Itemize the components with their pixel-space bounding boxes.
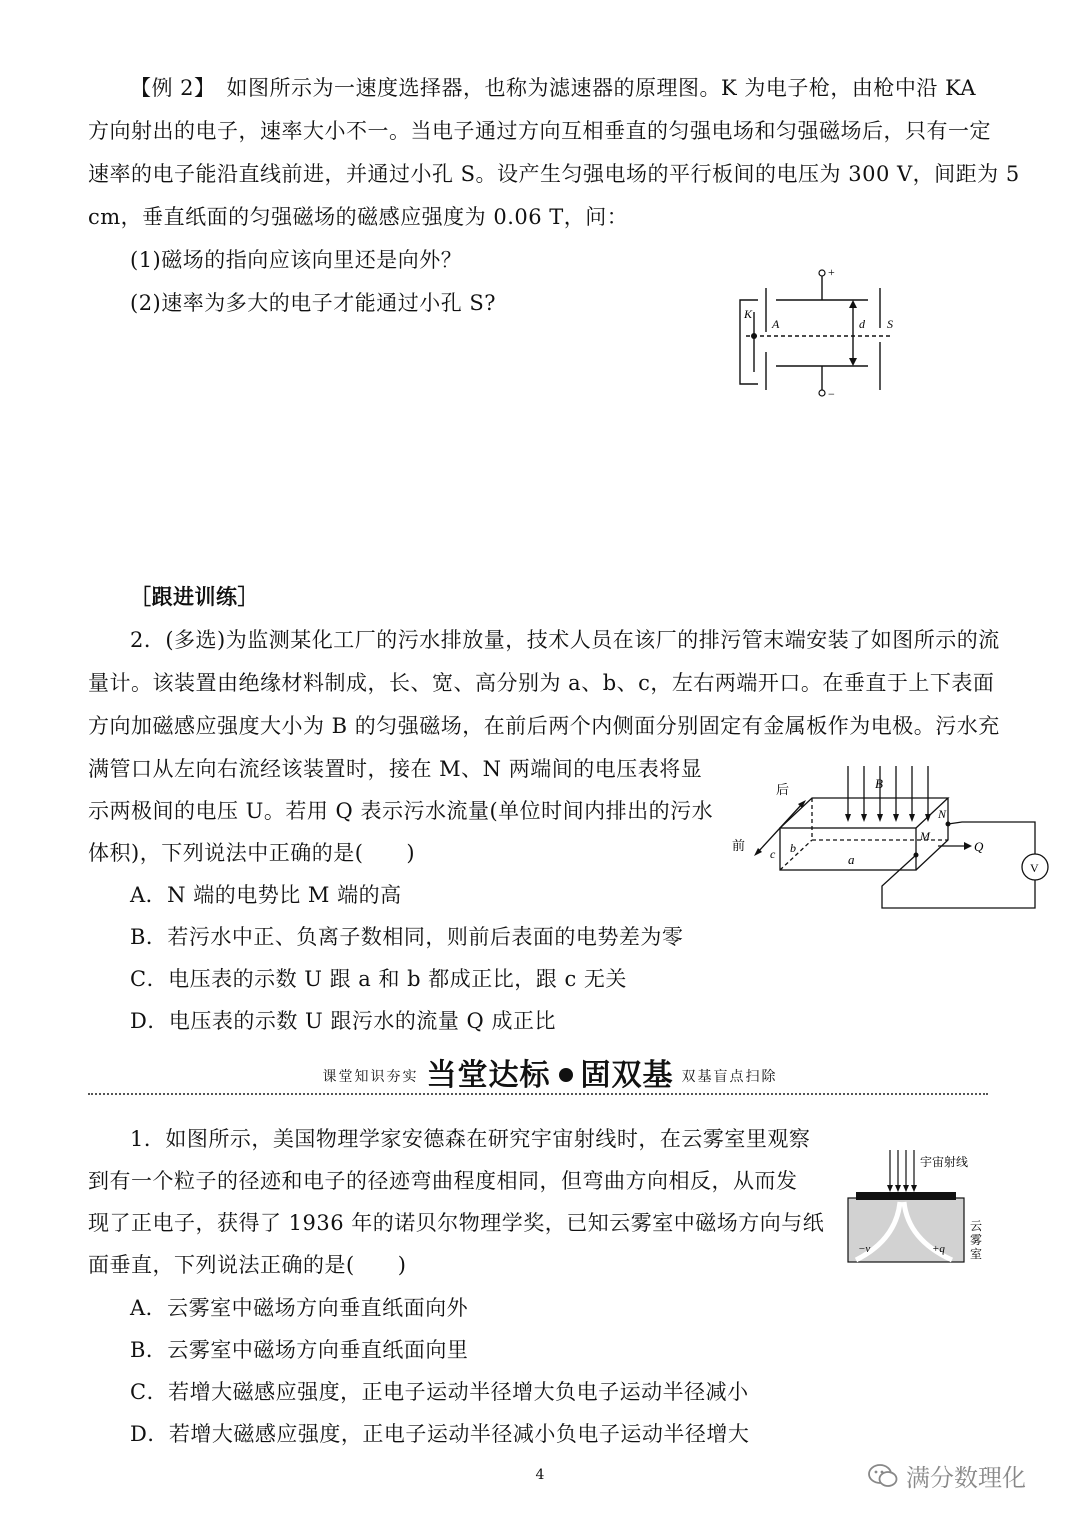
k-label: K: [744, 307, 753, 321]
section-main-label-2: 固双基: [580, 1058, 674, 1093]
d-label: d: [859, 317, 865, 331]
front-label: 前: [732, 838, 746, 853]
q1-option-a: A．云雾室中磁场方向垂直纸面向外: [130, 1296, 469, 1320]
followup-heading: ［跟进训练］: [130, 584, 259, 609]
a-dimension-label: a: [848, 852, 855, 867]
followup-line-6: 体积)，下列说法中正确的是( ): [88, 841, 416, 865]
q1-option-b: B．云雾室中磁场方向垂直纸面向里: [130, 1338, 469, 1362]
example2-line-1: 【例 2】 如图所示为一速度选择器，也称为滤速器的原理图。K 为电子枪，由枪中沿 KA: [130, 76, 977, 100]
q1-line-1: 1．如图所示，美国物理学家安德森在研究宇宙射线时，在云雾室里观察: [130, 1127, 811, 1151]
example2-line-2: 方向射出的电子，速率大小不一。当电子通过方向互相垂直的匀强电场和匀强磁场后，只有一定: [88, 119, 991, 143]
s-label: S: [887, 317, 893, 331]
flowmeter-figure: [730, 760, 1050, 915]
negative-particle-label: −v: [858, 1243, 871, 1255]
example2-line-3: 速率的电子能沿直线前进，并通过小孔 S。设产生匀强电场的平行板间的电压为 300 V，间距为 5: [88, 162, 1020, 186]
section-divider: [88, 1093, 988, 1095]
q-label: Q: [974, 839, 984, 854]
followup-line-2: 量计。该装置由绝缘材料制成，长、宽、高分别为 a、b、c，左右两端开口。在垂直于上下表面: [88, 671, 995, 695]
voltmeter-label: V: [1030, 861, 1039, 875]
b-field-label: B: [875, 776, 883, 791]
followup-option-a: A．N 端的电势比 M 端的高: [130, 883, 402, 907]
plus-label: +: [828, 265, 835, 279]
followup-line-4: 满管口从左向右流经该装置时，接在 M、N 两端间的电压表将显: [88, 757, 703, 781]
b-dimension-label: b: [790, 841, 796, 855]
section-main-label-1: 当堂达标: [426, 1058, 551, 1093]
q1-line-2: 到有一个粒子的径迹和电子的径迹弯曲程度相同，但弯曲方向相反，从而发: [88, 1169, 798, 1193]
chamber-label-1: 云: [970, 1219, 983, 1233]
cloud-chamber-figure: [840, 1148, 990, 1268]
followup-line-3: 方向加磁感应强度大小为 B 的匀强磁场，在前后两个内侧面分别固定有金属板作为电极。污水充: [88, 714, 1000, 738]
velocity-selector-figure: [730, 262, 910, 404]
q1-option-c: C．若增大磁感应强度，正电子运动半径增大负电子运动半径减小: [130, 1380, 749, 1404]
m-label: M: [920, 829, 930, 843]
back-label: 后: [776, 782, 790, 797]
followup-option-c: C．电压表的示数 U 跟 a 和 b 都成正比，跟 c 无关: [130, 967, 627, 991]
section-title-bar: [300, 1050, 800, 1094]
a-label: A: [772, 317, 780, 331]
watermark: [868, 1458, 1026, 1493]
example2-question-1: (1)磁场的指向应该向里还是向外？: [130, 248, 463, 272]
q1-option-d: D．若增大磁感应强度，正电子运动半径减小负电子运动半径增大: [130, 1422, 750, 1446]
followup-line-1: 2．(多选)为监测某化工厂的污水排放量，技术人员在该厂的排污管末端安装了如图所示的流: [130, 628, 1000, 652]
chamber-label-2: 雾: [970, 1233, 983, 1247]
q1-line-3: 现了正电子，获得了 1936 年的诺贝尔物理学奖，已知云雾室中磁场方向与纸: [88, 1211, 825, 1235]
example2-line-4: cm，垂直纸面的匀强磁场的磁感应强度为 0.06 T，问：: [88, 205, 629, 229]
section-right-label: 双基盲点扫除: [681, 1069, 778, 1085]
c-dimension-label: c: [770, 847, 776, 861]
example2-question-2: (2)速率为多大的电子才能通过小孔 S?: [130, 291, 497, 315]
n-label: N: [938, 807, 947, 821]
minus-label: −: [828, 387, 835, 401]
followup-line-5: 示两极间的电压 U。若用 Q 表示污水流量(单位时间内排出的污水: [88, 799, 714, 823]
chat-bubble-icon: [868, 1463, 898, 1489]
page-number: 4: [535, 1467, 545, 1483]
followup-option-d: D．电压表的示数 U 跟污水的流量 Q 成正比: [130, 1009, 556, 1033]
chamber-label-3: 室: [970, 1247, 983, 1261]
section-left-label: 课堂知识夯实: [322, 1069, 419, 1085]
followup-option-b: B．若污水中正、负离子数相同，则前后表面的电势差为零: [130, 925, 684, 949]
positive-particle-label: +q: [932, 1243, 945, 1255]
cosmic-ray-label: 宇宙射线: [920, 1155, 969, 1169]
q1-line-4: 面垂直，下列说法正确的是( ): [88, 1253, 407, 1277]
watermark-text: 满分数理化: [906, 1464, 1026, 1492]
section-divider-dot: [559, 1068, 573, 1082]
